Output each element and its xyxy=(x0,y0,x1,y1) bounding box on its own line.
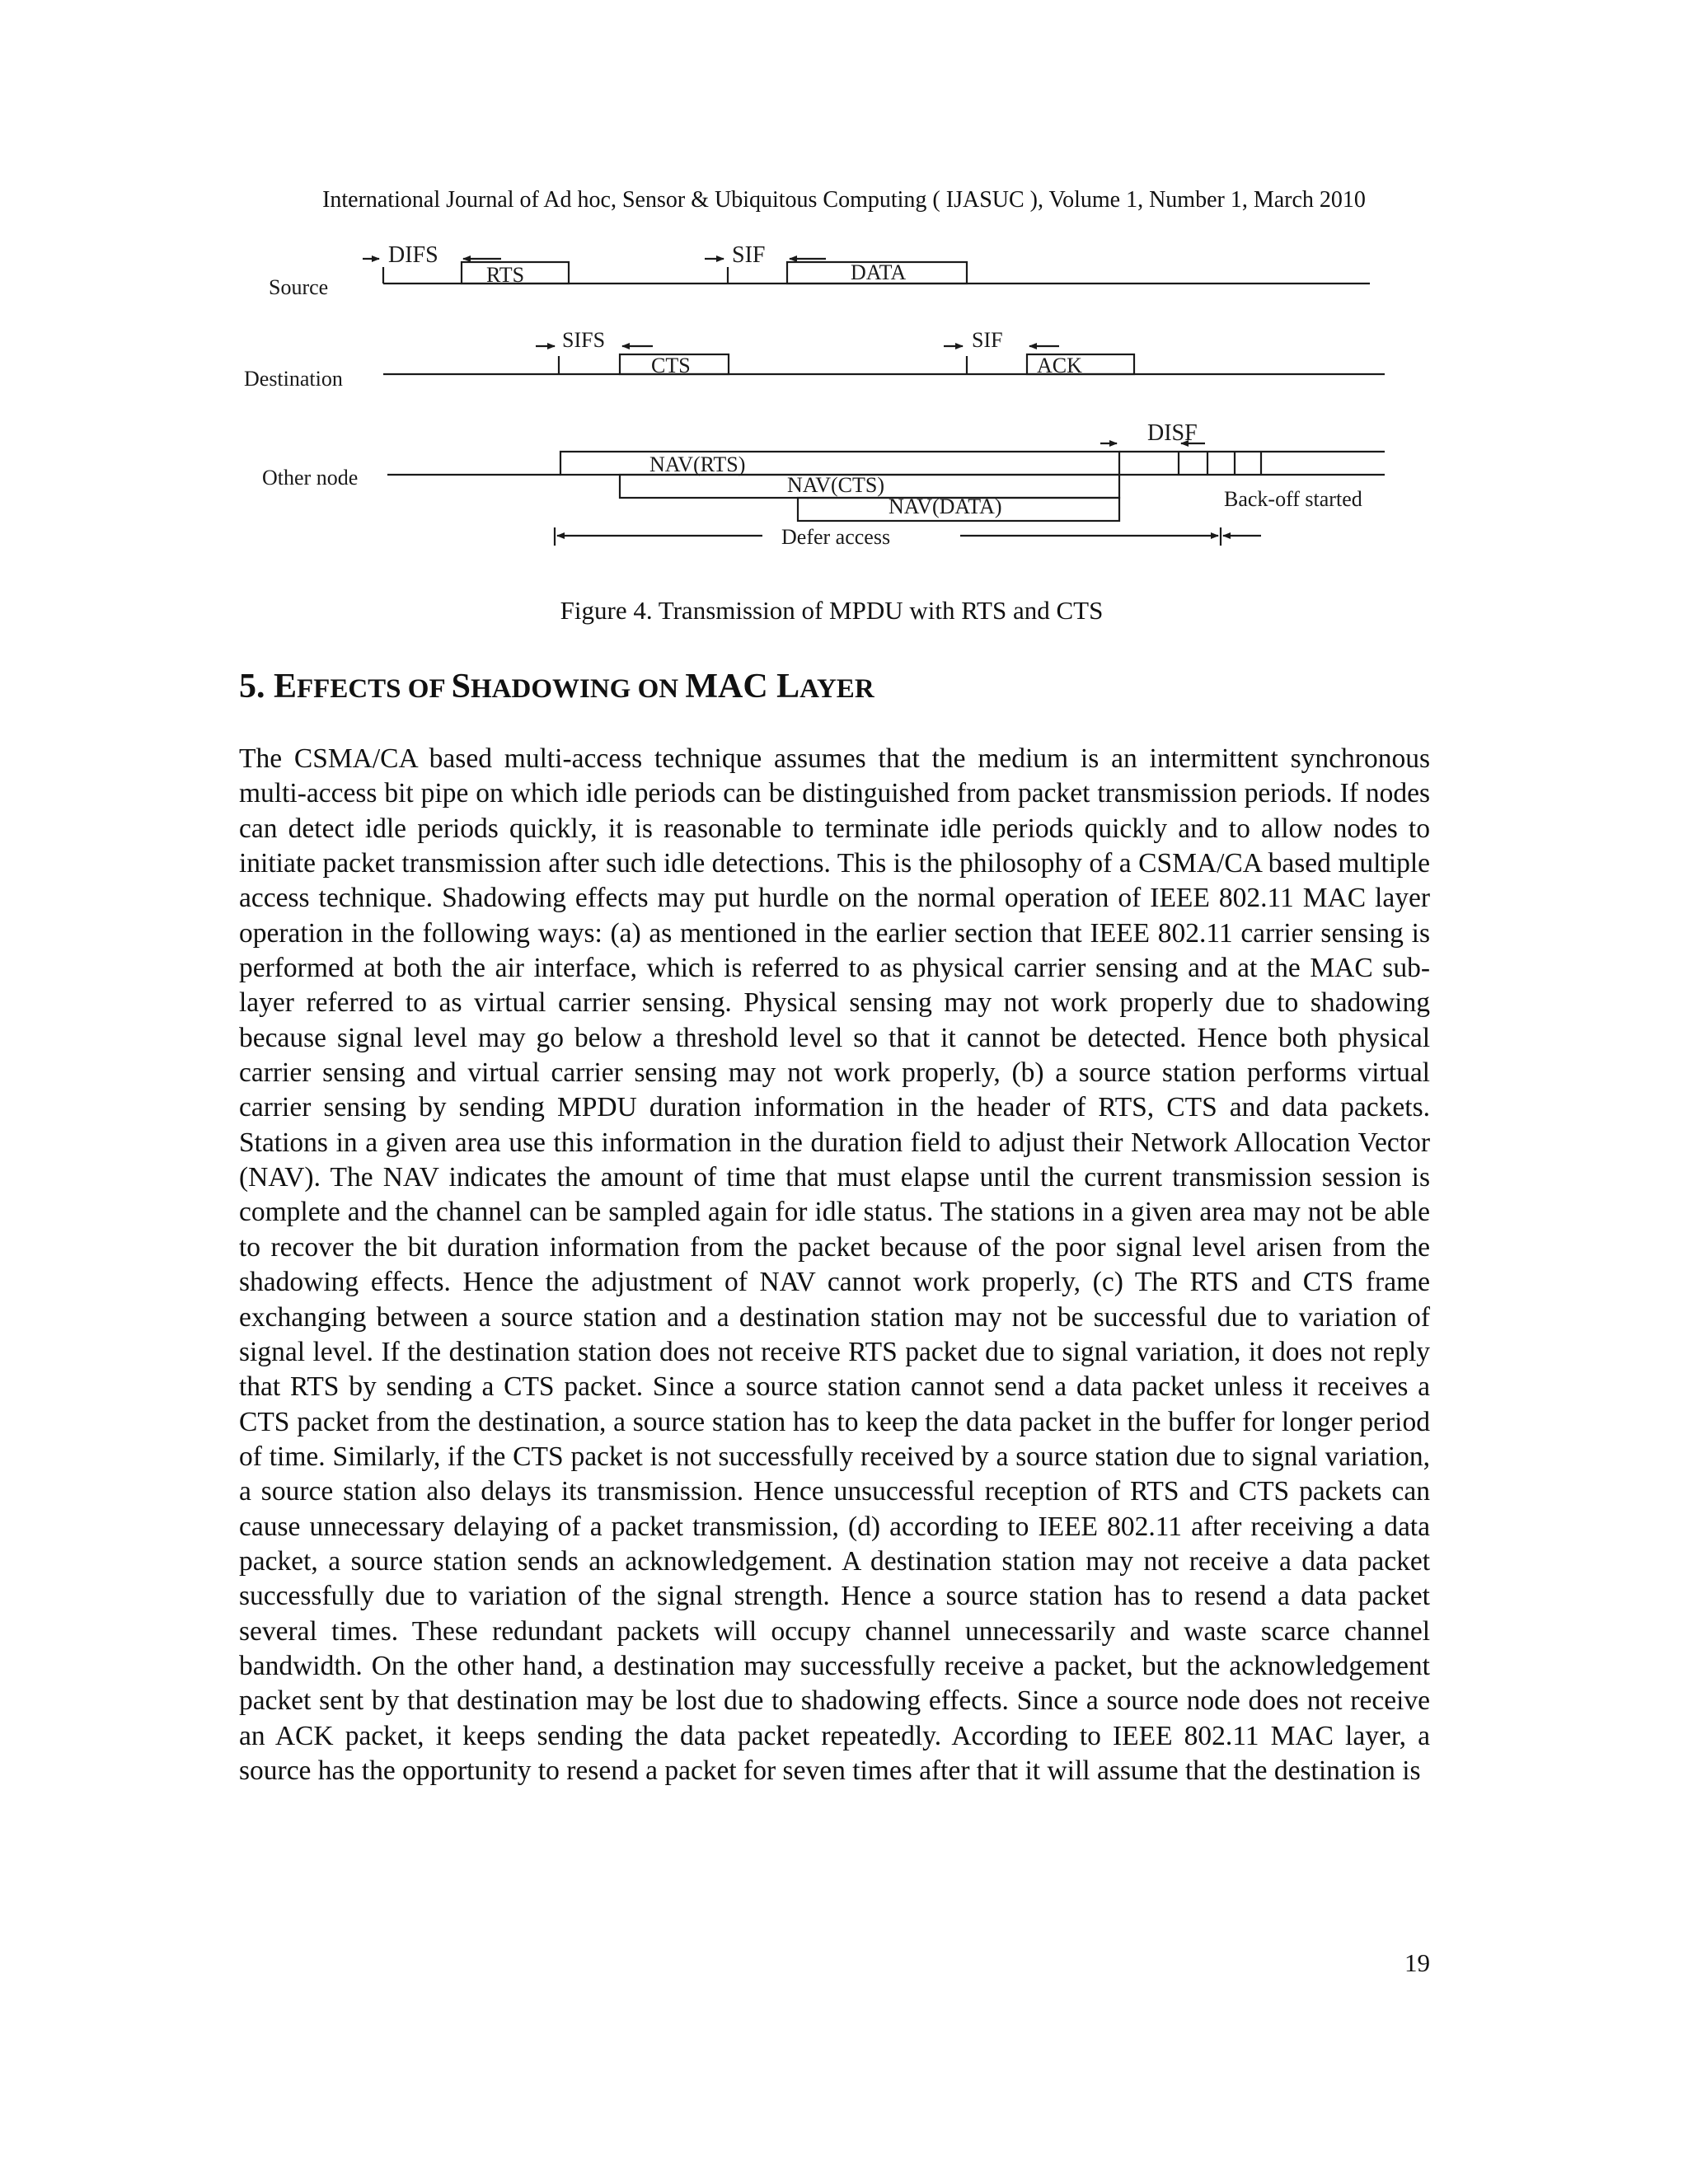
source-row-label: Source xyxy=(269,275,329,299)
defer-access-label: Defer access xyxy=(781,525,891,549)
backoff-label: Back-off started xyxy=(1224,487,1362,511)
section-title-part: MAC L xyxy=(685,668,800,705)
section-title-part: E xyxy=(274,668,298,705)
cts-frame-label: CTS xyxy=(651,354,691,377)
difs-label: DIFS xyxy=(388,242,438,268)
nav-cts-label: NAV(CTS) xyxy=(787,473,884,497)
page-number: 19 xyxy=(1404,1948,1430,1977)
sifs-label: SIFS xyxy=(562,328,606,352)
section-title-part: AYER xyxy=(799,674,874,704)
section-title-part: HADOWING ON xyxy=(471,674,686,704)
running-head: International Journal of Ad hoc, Sensor & Ubiquitous Computing ( IJASUC ), Volume 1, Number 1, March 2010 xyxy=(322,187,1366,213)
other-node-row-label: Other node xyxy=(262,466,359,490)
sif-source-label: SIF xyxy=(732,242,766,268)
nav-rts-bar xyxy=(560,452,1119,475)
section-title-part: S xyxy=(451,668,471,705)
data-frame-label: DATA xyxy=(851,260,907,284)
section-heading xyxy=(239,663,874,712)
nav-data-label: NAV(DATA) xyxy=(889,494,1002,518)
destination-row-label: Destination xyxy=(244,367,343,391)
sif-destination-label: SIF xyxy=(972,328,1003,352)
rts-cts-timing-diagram xyxy=(239,239,1434,569)
ack-frame-label: ACK xyxy=(1037,354,1082,377)
figure-caption: Figure 4. Transmission of MPDU with RTS and CTS xyxy=(560,596,1104,625)
section-number: 5. xyxy=(239,668,274,705)
body-paragraph: The CSMA/CA based multi-access technique assumes that the medium is an intermittent synchronous multi-access bit pipe on which idle periods can be distinguished from packet transmission periods. If nodes can detect idle periods quickly, it is reasonable to terminate idle periods quickly and to allow nodes to initiate packet transmission after such idle detections. This is the philosophy of a CSMA/CA based multiple access technique. Shadowing effects may put hurdle on the normal operation of IEEE 802.11 MAC layer operation in the following ways: (a) as mentioned in the earlier section that IEEE 802.11 carrier sensing is performed at both the air interface, which is referred to as physical carrier sensing and at the MAC sub-layer referred to as virtual carrier sensing. Physical sensing may not work properly due to shadowing because signal level may go below a threshold level so that it cannot be detected. Hence both physical carrier sensing and virtual carrier sensing may not work properly, (b) a source station performs virtual carrier sensing by sending MPDU duration information in the header of RTS, CTS and data packets. Stations in a given area use this information in the duration field to adjust their Network Allocation Vector (NAV). The NAV indicates the amount of time that must elapse until the current transmission session is complete and the channel can be sampled again for idle status. The stations in a given area may not be able to recover the bit duration information from the packet because of the poor signal level arisen from the shadowing effects. Hence the adjustment of NAV cannot work properly, (c) The RTS and CTS frame exchanging between a source station and a destination station may not be successful due to variation of signal level. If the destination station does not receive RTS packet due to signal variation, it does not reply that RTS by sending a CTS packet. Since a source station cannot send a data packet unless it receives a CTS packet from the destination, a source station has to keep the data packet in the buffer for longer period of time. Similarly, if the CTS packet is not successfully received by a source station due to signal variation, a source station also delays its transmission. Hence unsuccessful reception of RTS and CTS packets can cause unnecessary delaying of a packet transmission, (d) according to IEEE 802.11 after receiving a data packet, a source station sends an acknowledgement. A destination station may not receive a data packet successfully due to variation of the signal strength. Hence a source station has to resend a data packet several times. These redundant packets will occupy channel unnecessarily and waste scarce channel bandwidth. On the other hand, a destination may successfully receive a packet, but the acknowledgement packet sent by that destination may be lost due to shadowing effects. Since a source node does not receive an ACK packet, it keeps sending the data packet repeatedly. According to IEEE 802.11 MAC layer, a source has the opportunity to resend a packet for seven times after that it will assume that the destination is xyxy=(239,743,1430,1786)
disf-label: DISF xyxy=(1147,420,1198,446)
section-title-part: FFECTS OF xyxy=(297,674,452,704)
nav-rts-label: NAV(RTS) xyxy=(649,452,746,476)
rts-frame-label: RTS xyxy=(486,263,525,287)
